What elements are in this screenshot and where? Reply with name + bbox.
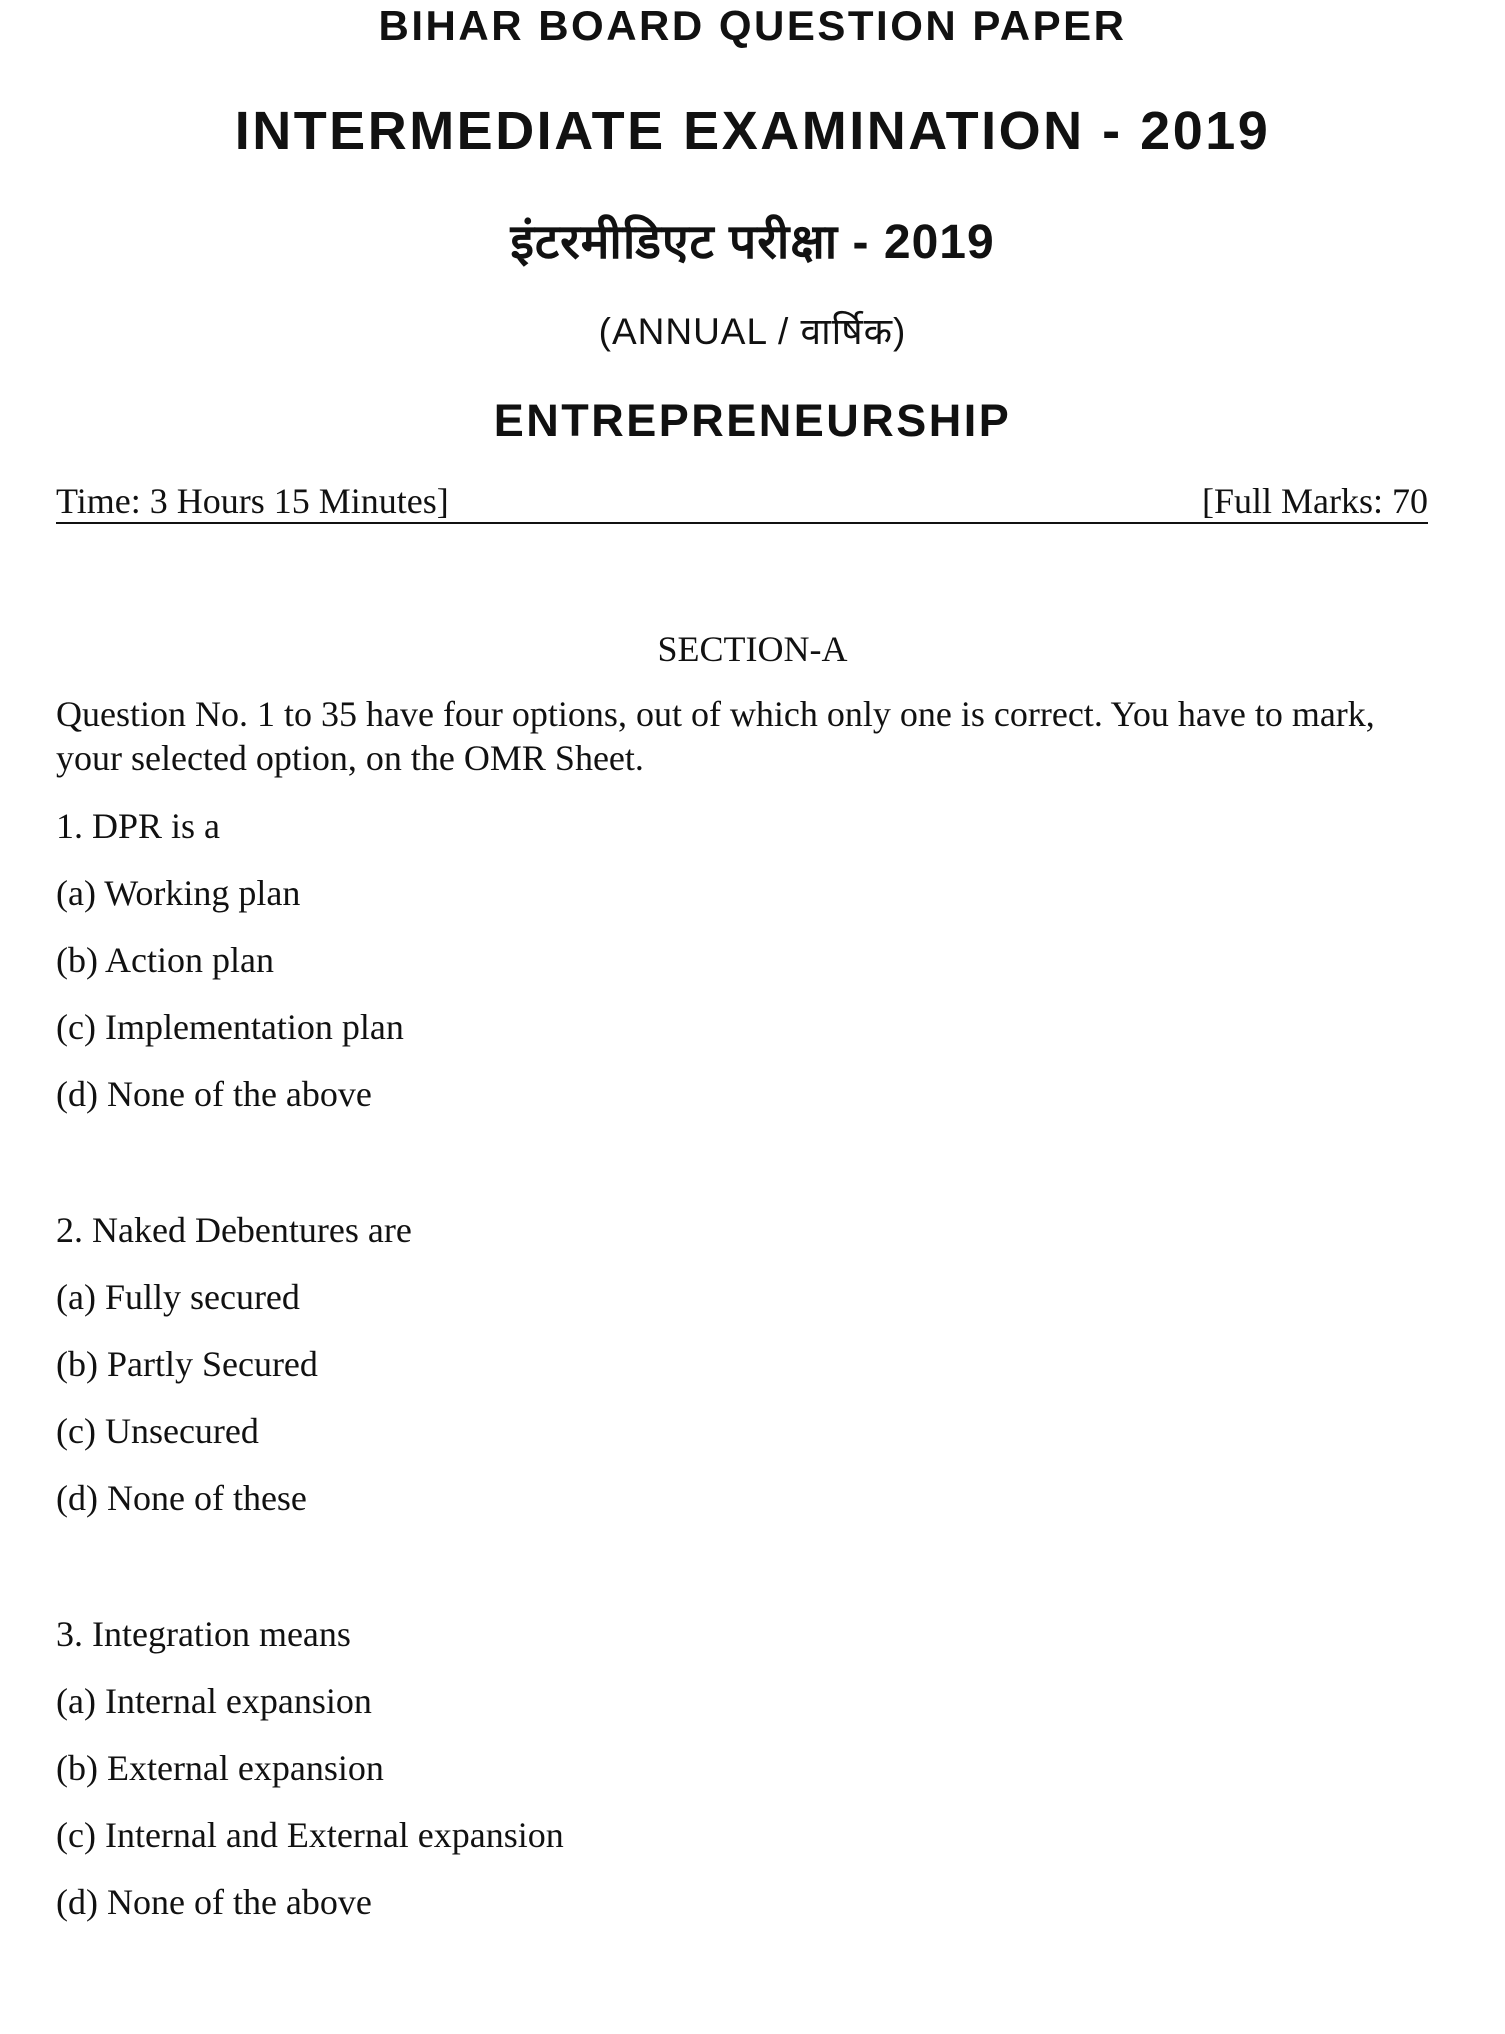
question-3-option-d: (d) None of the above <box>56 1882 372 1922</box>
question-3-option-a: (a) Internal expansion <box>56 1681 372 1721</box>
question-3-option-c: (c) Internal and External expansion <box>56 1815 564 1855</box>
question-2-option-d: (d) None of these <box>56 1478 307 1518</box>
question-1-option-a: (a) Working plan <box>56 873 301 913</box>
question-1-option-c: (c) Implementation plan <box>56 1007 404 1047</box>
question-2-option-c: (c) Unsecured <box>56 1411 259 1451</box>
board-title: BIHAR BOARD QUESTION PAPER <box>378 2 1127 49</box>
time-allowed: Time: 3 Hours 15 Minutes] <box>56 481 449 521</box>
section-heading: SECTION-A <box>657 629 848 669</box>
question-2-option-a: (a) Fully secured <box>56 1277 300 1317</box>
question-1-option-d: (d) None of the above <box>56 1074 372 1114</box>
time-marks-row <box>56 478 1428 524</box>
exam-title: INTERMEDIATE EXAMINATION - 2019 <box>234 101 1271 161</box>
question-1: 1. DPR is a <box>56 806 221 846</box>
section-instructions: Question No. 1 to 35 have four options, out of which only one is correct. You have to mark, your selected option, on the OMR Sheet. <box>56 694 1375 778</box>
question-2-option-b: (b) Partly Secured <box>56 1344 318 1384</box>
question-3-option-b: (b) External expansion <box>56 1748 384 1788</box>
exam-type: (ANNUAL / वार्षिक) <box>598 311 907 352</box>
exam-title-hindi: इंटरमीडिएट परीक्षा - 2019 <box>510 216 995 269</box>
subject-title: ENTREPRENEURSHIP <box>493 395 1012 446</box>
question-2: 2. Naked Debentures are <box>56 1210 412 1250</box>
question-3: 3. Integration means <box>56 1614 351 1654</box>
full-marks: [Full Marks: 70 <box>1201 481 1428 521</box>
question-1-option-b: (b) Action plan <box>56 940 274 980</box>
